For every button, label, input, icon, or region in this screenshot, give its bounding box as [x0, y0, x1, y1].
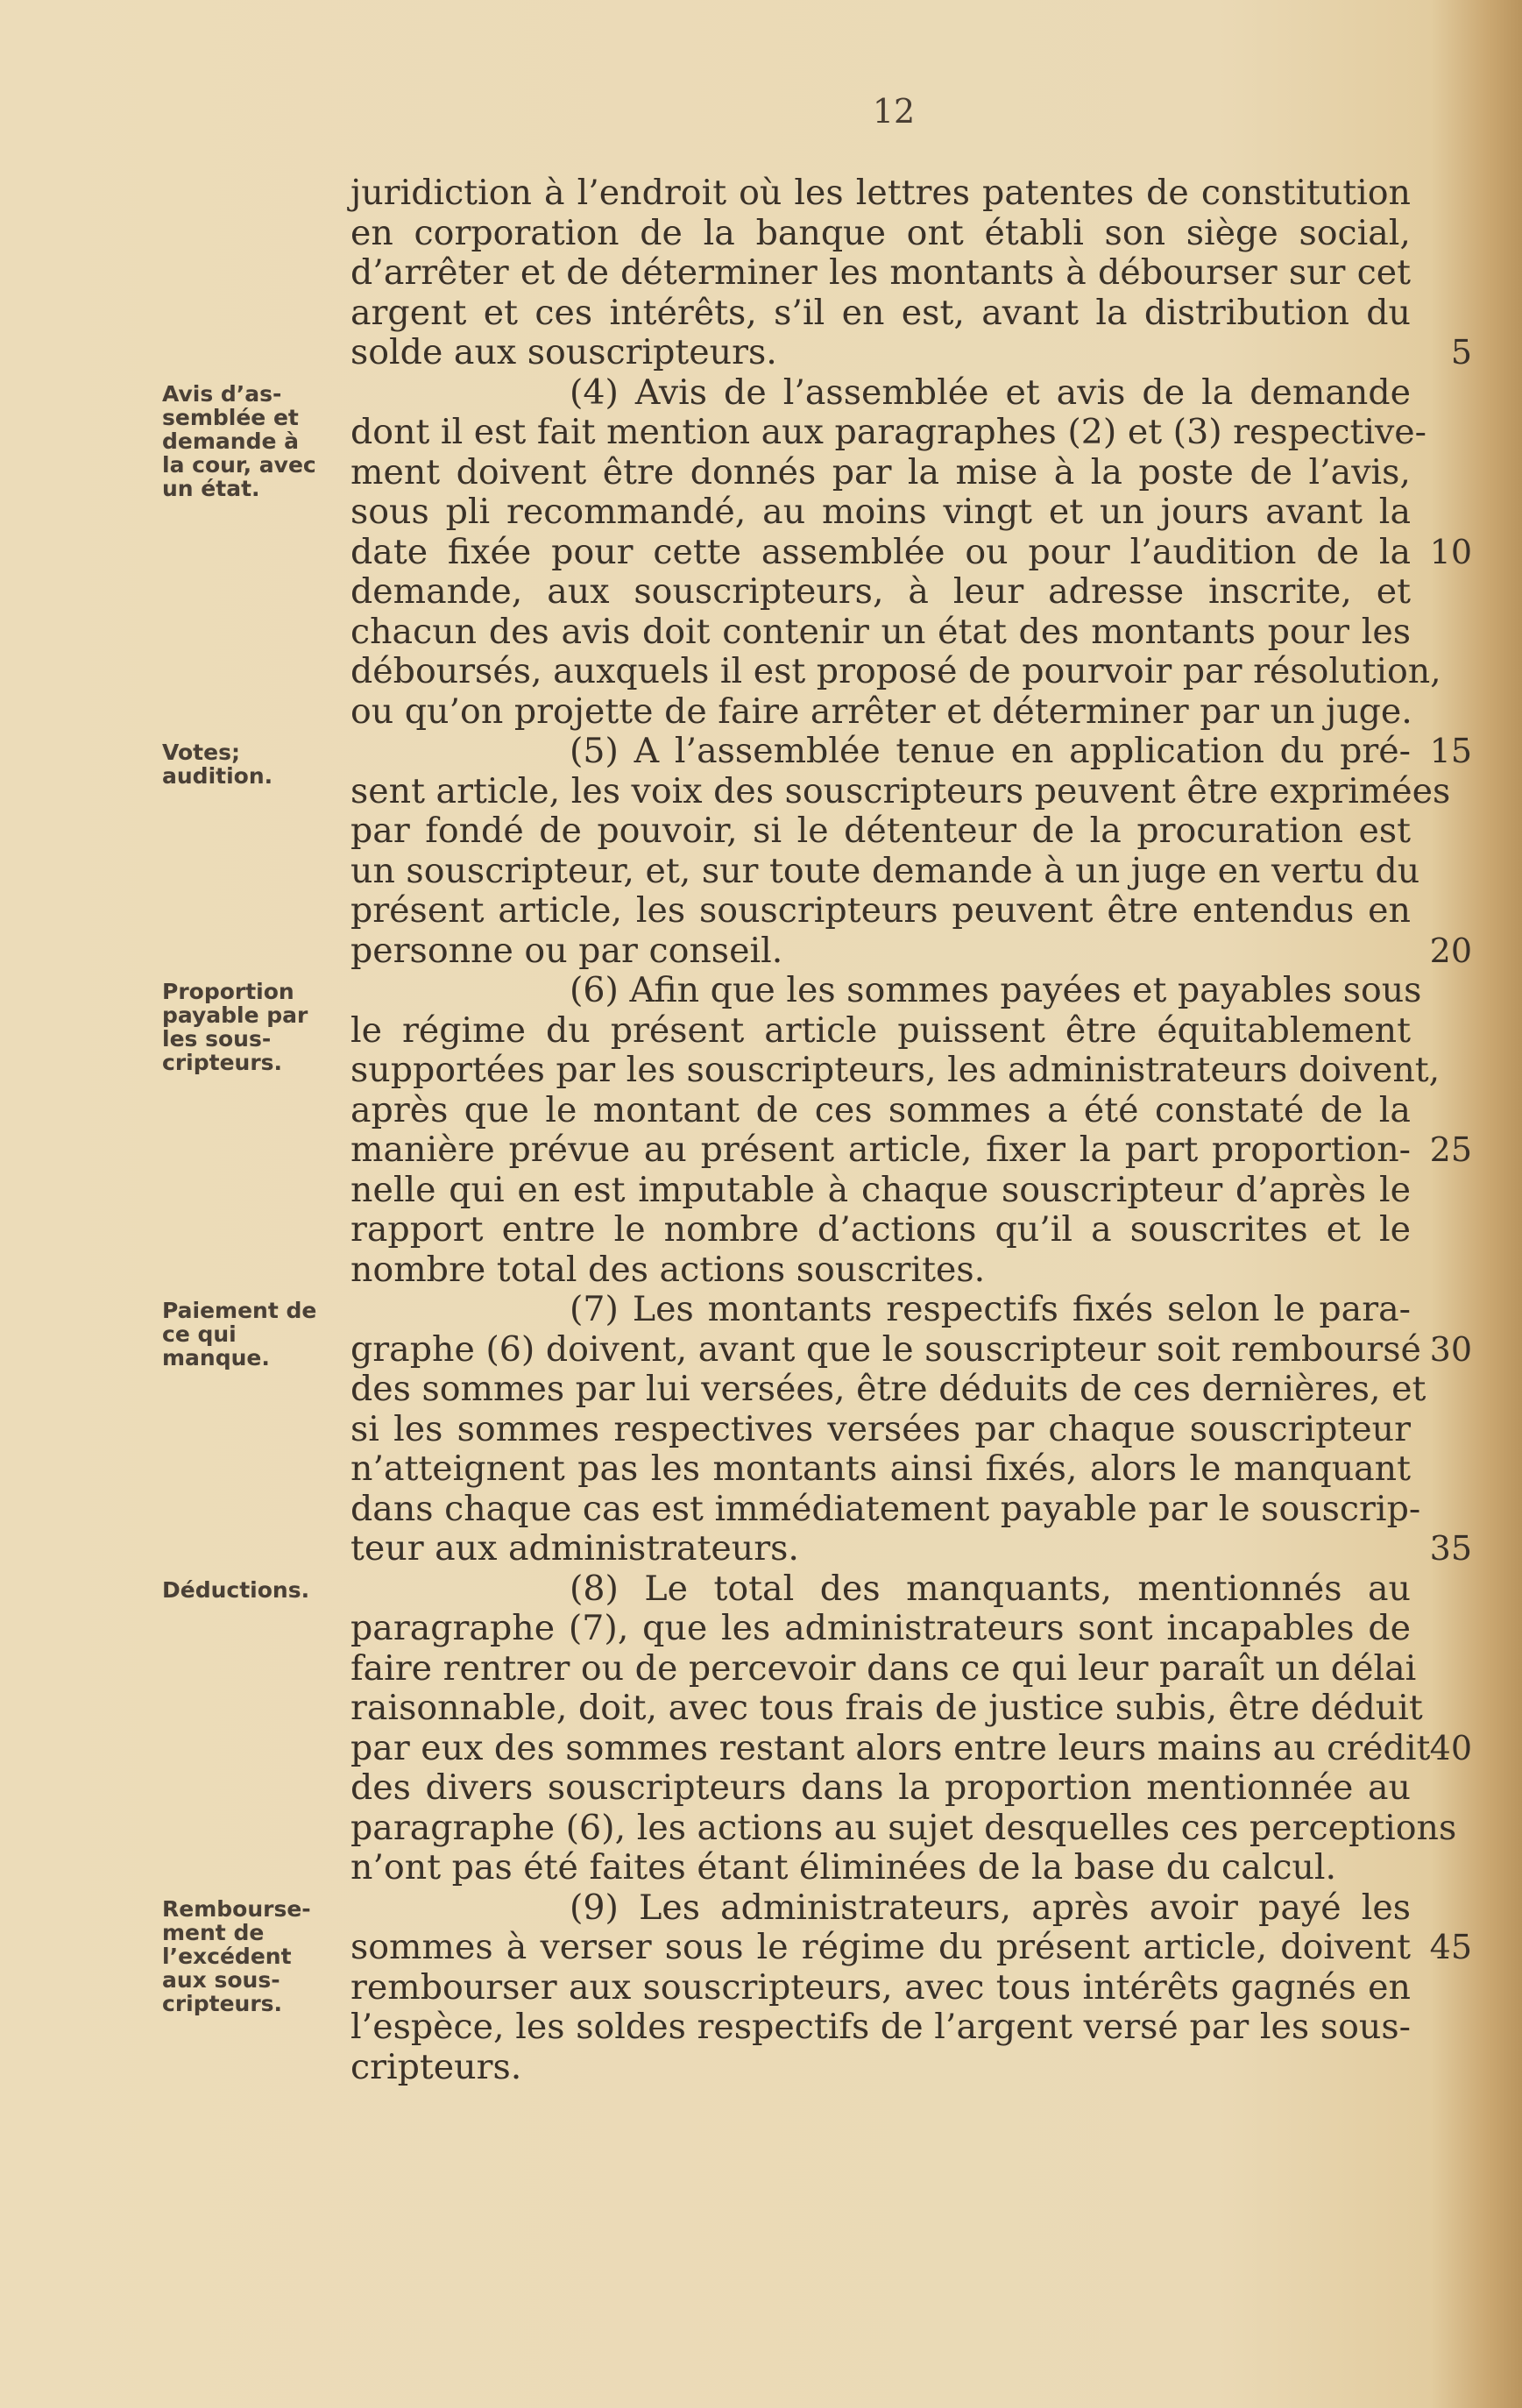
- margin-note-line: manque.: [162, 1345, 270, 1370]
- margin-note-line: Rembourse-: [162, 1895, 311, 1922]
- text-line: dans chaque cas est immédiatement payable par le souscrip-: [350, 1488, 1421, 1529]
- text-line: sent article, les voix des souscripteurs peuvent être exprimées: [350, 770, 1451, 811]
- margin-note: [162, 1578, 337, 1602]
- line-number: 10: [1429, 532, 1472, 571]
- text-line: si les sommes respectives versées par chaque souscripteur: [350, 1408, 1411, 1449]
- text-line: cripteurs.: [350, 2046, 522, 2087]
- margin-note-line: l’excédent: [162, 1943, 292, 1969]
- margin-note-line: semblée et: [162, 404, 299, 430]
- text-line: le régime du présent article puissent être équitablement: [350, 1009, 1411, 1051]
- text-line: nelle qui en est imputable à chaque souscripteur d’après le: [350, 1169, 1411, 1210]
- text-line: solde aux souscripteurs.: [350, 332, 777, 372]
- line-number: 40: [1429, 1728, 1472, 1767]
- margin-note: [162, 1897, 337, 2015]
- text-line: paragraphe (7), que les administrateurs sont incapables de: [350, 1608, 1411, 1648]
- text-line: après que le montant de ces sommes a été constaté de la: [350, 1089, 1411, 1130]
- line-number: 45: [1429, 1928, 1472, 1966]
- text-line: raisonnable, doit, avec tous frais de justice subis, être déduit: [350, 1688, 1423, 1728]
- margin-note-line: Proportion: [162, 979, 294, 1004]
- margin-note-line: aux sous-: [162, 1966, 280, 1993]
- page-number: 12: [872, 92, 916, 131]
- margin-note-line: audition.: [162, 763, 273, 789]
- margin-note-line: cripteurs.: [162, 1990, 283, 2016]
- text-line: des divers souscripteurs dans la proportion mentionnée au: [350, 1767, 1411, 1808]
- margin-note-line: ce qui: [162, 1321, 237, 1347]
- text-line: graphe (6) doivent, avant que le souscripteur soit remboursé: [350, 1328, 1421, 1370]
- text-line: paragraphe (6), les actions au sujet desquelles ces perceptions: [350, 1807, 1457, 1848]
- text-line: sommes à verser sous le régime du présent article, doivent: [350, 1927, 1411, 1967]
- text-line: personne ou par conseil.: [350, 930, 783, 971]
- text-line: supportées par les souscripteurs, les administrateurs doivent,: [350, 1050, 1441, 1090]
- text-line: l’espèce, les soldes respectifs de l’argent versé par les sous-: [350, 2007, 1411, 2047]
- margin-note-line: cripteurs.: [162, 1050, 283, 1075]
- text-line: faire rentrer ou de percevoir dans ce qui leur paraît un délai: [350, 1647, 1417, 1689]
- text-line: présent article, les souscripteurs peuvent être entendus en: [350, 890, 1411, 931]
- text-line: argent et ces intérêts, s’il en est, avant la distribution du: [350, 292, 1411, 333]
- margin-note-line: la cour, avec: [162, 451, 316, 478]
- text-line: n’atteignent pas les montants ainsi fixés, alors le manquant: [350, 1448, 1411, 1489]
- margin-note: [162, 980, 337, 1074]
- text-line: manière prévue au présent article, fixer la part proportion-: [350, 1130, 1411, 1170]
- text-line: ment doivent être donnés par la mise à la poste de l’avis,: [350, 451, 1411, 492]
- text-line: sous pli recommandé, au moins vingt et un jours avant la: [350, 492, 1411, 532]
- text-line: par eux des sommes restant alors entre leurs mains au crédit: [350, 1727, 1431, 1768]
- margin-note-line: ment de: [162, 1919, 265, 1945]
- text-line: déboursés, auxquels il est proposé de pourvoir par résolution,: [350, 651, 1441, 691]
- text-line: rapport entre le nombre d’actions qu’il a souscrites et le: [350, 1209, 1411, 1250]
- margin-note-line: un état.: [162, 475, 260, 501]
- text-line: (9) Les administrateurs, après avoir payé les: [570, 1887, 1411, 1928]
- text-line: (8) Le total des manquants, mentionnés au: [570, 1568, 1411, 1609]
- text-line: (7) Les montants respectifs fixés selon le para-: [570, 1289, 1411, 1329]
- line-number: 5: [1450, 333, 1472, 372]
- text-line: ou qu’on projette de faire arrêter et déterminer par un juge.: [350, 691, 1412, 732]
- margin-note-line: Votes;: [162, 740, 240, 765]
- margin-note-line: Paiement de: [162, 1298, 317, 1323]
- text-line: juridiction à l’endroit où les lettres patentes de constitution: [350, 173, 1411, 213]
- text-line: demande, aux souscripteurs, à leur adresse inscrite, et: [350, 571, 1411, 612]
- line-number: 15: [1429, 732, 1472, 770]
- text-line: en corporation de la banque ont établi son siège social,: [350, 212, 1411, 253]
- text-line: des sommes par lui versées, être déduits de ces dernières, et: [350, 1369, 1426, 1409]
- text-line: (6) Afin que les sommes payées et payables sous: [570, 970, 1422, 1010]
- text-line: un souscripteur, et, sur toute demande à un juge en vertu du: [350, 850, 1420, 891]
- line-number: 35: [1429, 1529, 1472, 1568]
- margin-note-line: les sous-: [162, 1026, 272, 1052]
- text-line: chacun des avis doit contenir un état des montants pour les: [350, 611, 1411, 652]
- text-line: teur aux administrateurs.: [350, 1528, 799, 1569]
- text-line: dont il est fait mention aux paragraphes (2) et (3) respective-: [350, 412, 1427, 452]
- text-line: nombre total des actions souscrites.: [350, 1249, 986, 1290]
- margin-note-line: Déductions.: [162, 1576, 310, 1603]
- text-line: rembourser aux souscripteurs, avec tous intérêts gagnés en: [350, 1966, 1411, 2008]
- line-number: 20: [1429, 931, 1472, 970]
- margin-note-line: demande à: [162, 428, 299, 454]
- text-line: n’ont pas été faites étant éliminées de la base du calcul.: [350, 1847, 1337, 1887]
- text-line: date fixée pour cette assemblée ou pour l’audition de la: [350, 531, 1411, 572]
- line-number: 30: [1429, 1329, 1472, 1369]
- margin-note-line: payable par: [162, 1002, 308, 1028]
- margin-note: [162, 740, 337, 788]
- margin-note-line: Avis d’as-: [162, 380, 282, 407]
- margin-note: [162, 382, 337, 500]
- text-line: par fondé de pouvoir, si le détenteur de la procuration est: [350, 811, 1411, 851]
- margin-note: [162, 1299, 337, 1370]
- line-number: 25: [1429, 1130, 1472, 1169]
- text-line: (4) Avis de l’assemblée et avis de la demande: [570, 372, 1411, 413]
- text-line: (5) A l’assemblée tenue en application du pré-: [570, 731, 1411, 771]
- text-line: d’arrêter et de déterminer les montants à débourser sur cet: [350, 252, 1411, 293]
